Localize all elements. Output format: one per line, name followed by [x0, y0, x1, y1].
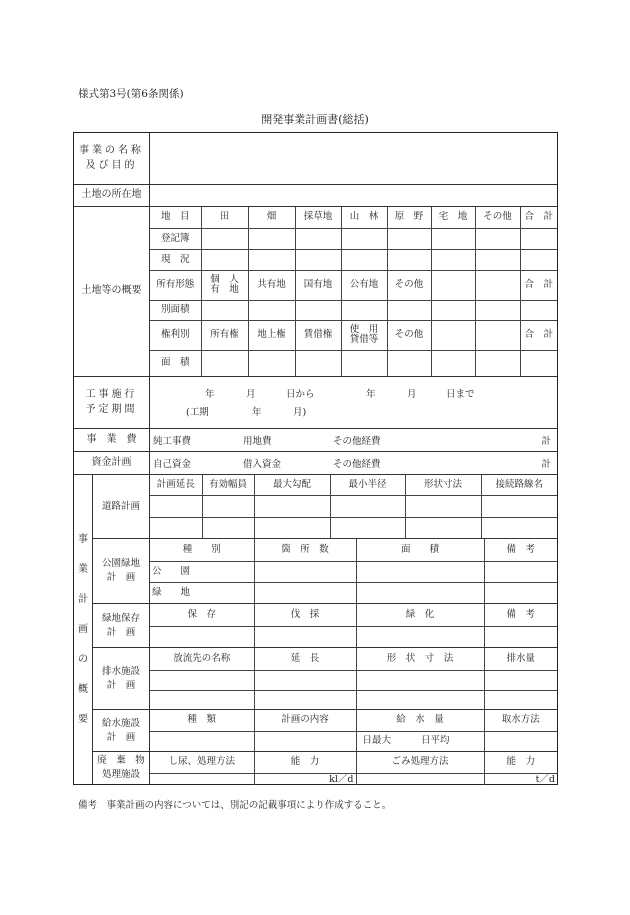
- row-location: [74, 185, 557, 207]
- green-plan-label: 緑地保存 計 画: [93, 604, 150, 647]
- ownership-type-label: 所有形態: [150, 270, 201, 300]
- use-loan-label: 使 用 貸借等: [341, 320, 387, 350]
- remarks-note: 備考 事業計画の内容については、別記の記載事項により作成すること。: [78, 800, 392, 811]
- shared-label: 共有地: [248, 270, 295, 300]
- green-table: [150, 604, 557, 647]
- area-by-label: 別面積: [150, 300, 201, 320]
- water-h-supply: 給 水 量: [356, 710, 484, 731]
- road-h-radius: 最小半径: [330, 475, 405, 495]
- label-name-purpose: 事業の名称 及び目的: [74, 133, 150, 184]
- waste-h-capacity2: 能 力: [484, 752, 557, 773]
- field-name-purpose[interactable]: [150, 133, 557, 184]
- daily-avg-label: 日平均: [421, 735, 450, 747]
- waste-h-capacity: 能 力: [254, 752, 356, 773]
- owner-right-label: 所有権: [201, 320, 248, 350]
- row-land-overview: [74, 207, 557, 377]
- row-construction-period: [74, 377, 557, 429]
- land-h-genya: 原 野: [387, 207, 431, 228]
- surface-right-label: 地上権: [248, 320, 295, 350]
- drain-plan-label: 排水施設 計 画: [93, 648, 150, 709]
- park-h-remarks: 備 考: [484, 539, 557, 561]
- drain-h-length: 延 長: [254, 648, 356, 670]
- waste-plan: [93, 752, 557, 784]
- plan-overview-char: 概: [78, 683, 88, 695]
- park-plan: [93, 539, 557, 604]
- land-h-chimoku: 地 目: [150, 207, 201, 228]
- water-h-intake: 取水方法: [484, 710, 557, 731]
- drain-plan: [93, 648, 557, 710]
- drain-h-volume: 排水量: [484, 648, 557, 670]
- plan-overview-block: [74, 475, 557, 784]
- label-land-overview: 土地等の概要: [74, 207, 150, 376]
- field-location[interactable]: [150, 185, 557, 206]
- land-h-takuchi: 宅 地: [431, 207, 475, 228]
- green-h-cut: 伐 採: [254, 604, 356, 626]
- waste-plan-label: 廃 棄 物 処理施設: [93, 752, 150, 784]
- public-label: 公有地: [341, 270, 387, 300]
- road-plan: [93, 475, 557, 539]
- park-row-park: 公 園: [150, 561, 254, 582]
- field-project-cost[interactable]: 純工事費 用地費 その他経費 計: [153, 436, 551, 447]
- land-current-label: 現 況: [150, 249, 201, 270]
- plan-overview-label: [74, 475, 93, 784]
- land-h-total: 合 計: [520, 207, 557, 228]
- row-project-cost: [74, 429, 557, 452]
- park-h-count: 箇 所 数: [254, 539, 356, 561]
- land-h-hata: 畑: [248, 207, 295, 228]
- plan-overview-char: 要: [78, 713, 88, 725]
- road-h-route: 接続路線名: [481, 475, 557, 495]
- land-h-sanrin: 山 林: [341, 207, 387, 228]
- row-funding-plan: [74, 452, 557, 475]
- national-label: 国有地: [295, 270, 341, 300]
- road-h-gradient: 最大勾配: [254, 475, 330, 495]
- waste-h-method: し尿、処理方法: [150, 752, 254, 773]
- rights-total-label: 合 計: [520, 320, 557, 350]
- plan-overview-char: 画: [78, 623, 88, 635]
- rights-other-label: その他: [387, 320, 431, 350]
- green-h-remarks: 備 考: [484, 604, 557, 626]
- land-registry-label: 登記簿: [150, 228, 201, 249]
- rights-by-label: 権利別: [150, 320, 201, 350]
- label-location: 土地の所在地: [74, 185, 150, 206]
- label-funding-plan: 資金計画: [74, 452, 150, 474]
- area-label: 面 積: [150, 350, 201, 376]
- field-construction-period[interactable]: 年 月 日から 年 月 日まで (工期 年 月): [186, 389, 475, 418]
- field-funding-plan[interactable]: 自己資金 借入資金 その他経費 計: [153, 459, 551, 470]
- drain-h-shape: 形 状 寸 法: [356, 648, 484, 670]
- water-h-content: 計画の内容: [254, 710, 356, 731]
- plan-overview-char: 業: [78, 563, 88, 575]
- form-number: 様式第3号(第6条関係): [78, 88, 184, 100]
- unit-kl-per-day: kl／d: [254, 773, 356, 785]
- other-label: その他: [387, 270, 431, 300]
- road-h-width: 有効幅員: [202, 475, 254, 495]
- park-plan-label: 公園緑地 計 画: [93, 539, 150, 603]
- page-title: 開発事業計画書(総括): [261, 113, 369, 126]
- lease-right-label: 賃借権: [295, 320, 341, 350]
- unit-t-per-day: t／d: [484, 773, 557, 785]
- road-plan-label: 道路計画: [93, 475, 150, 538]
- green-h-planting: 緑 化: [356, 604, 484, 626]
- row-name-purpose: [74, 133, 557, 185]
- park-h-area: 面 積: [356, 539, 484, 561]
- park-table: [150, 539, 557, 603]
- water-table: [150, 710, 557, 751]
- water-plan: [93, 710, 557, 752]
- form-frame: [73, 132, 558, 785]
- waste-h-garbage: ごみ処理方法: [356, 752, 484, 773]
- label-project-cost: 事 業 費: [74, 429, 150, 451]
- park-row-green: 緑 地: [150, 582, 254, 603]
- land-h-ta: 田: [201, 207, 248, 228]
- plan-overview-char: の: [78, 653, 88, 665]
- green-h-preserve: 保 存: [150, 604, 254, 626]
- water-h-type: 種 類: [150, 710, 254, 731]
- road-h-length: 計画延長: [150, 475, 202, 495]
- ownership-total-label: 合 計: [520, 270, 557, 300]
- road-table: [150, 475, 557, 538]
- plan-overview-char: 計: [78, 593, 88, 605]
- land-h-saisouchi: 採草地: [295, 207, 341, 228]
- label-construction-period: 工事施行 予定期間: [74, 377, 150, 428]
- waste-table: [150, 752, 557, 785]
- road-h-shape: 形状寸法: [405, 475, 481, 495]
- drain-table: [150, 648, 557, 709]
- land-table: [150, 207, 557, 376]
- individual-label: 個 人 有 地: [201, 270, 248, 300]
- park-h-type: 種 別: [150, 539, 254, 561]
- drain-h-dest: 放流先の名称: [150, 648, 254, 670]
- plan-overview-char: 事: [78, 533, 88, 545]
- water-plan-label: 給水施設 計 画: [93, 710, 150, 751]
- green-plan: [93, 604, 557, 648]
- daily-max-label: 日最大: [362, 735, 392, 747]
- land-h-sonota: その他: [475, 207, 520, 228]
